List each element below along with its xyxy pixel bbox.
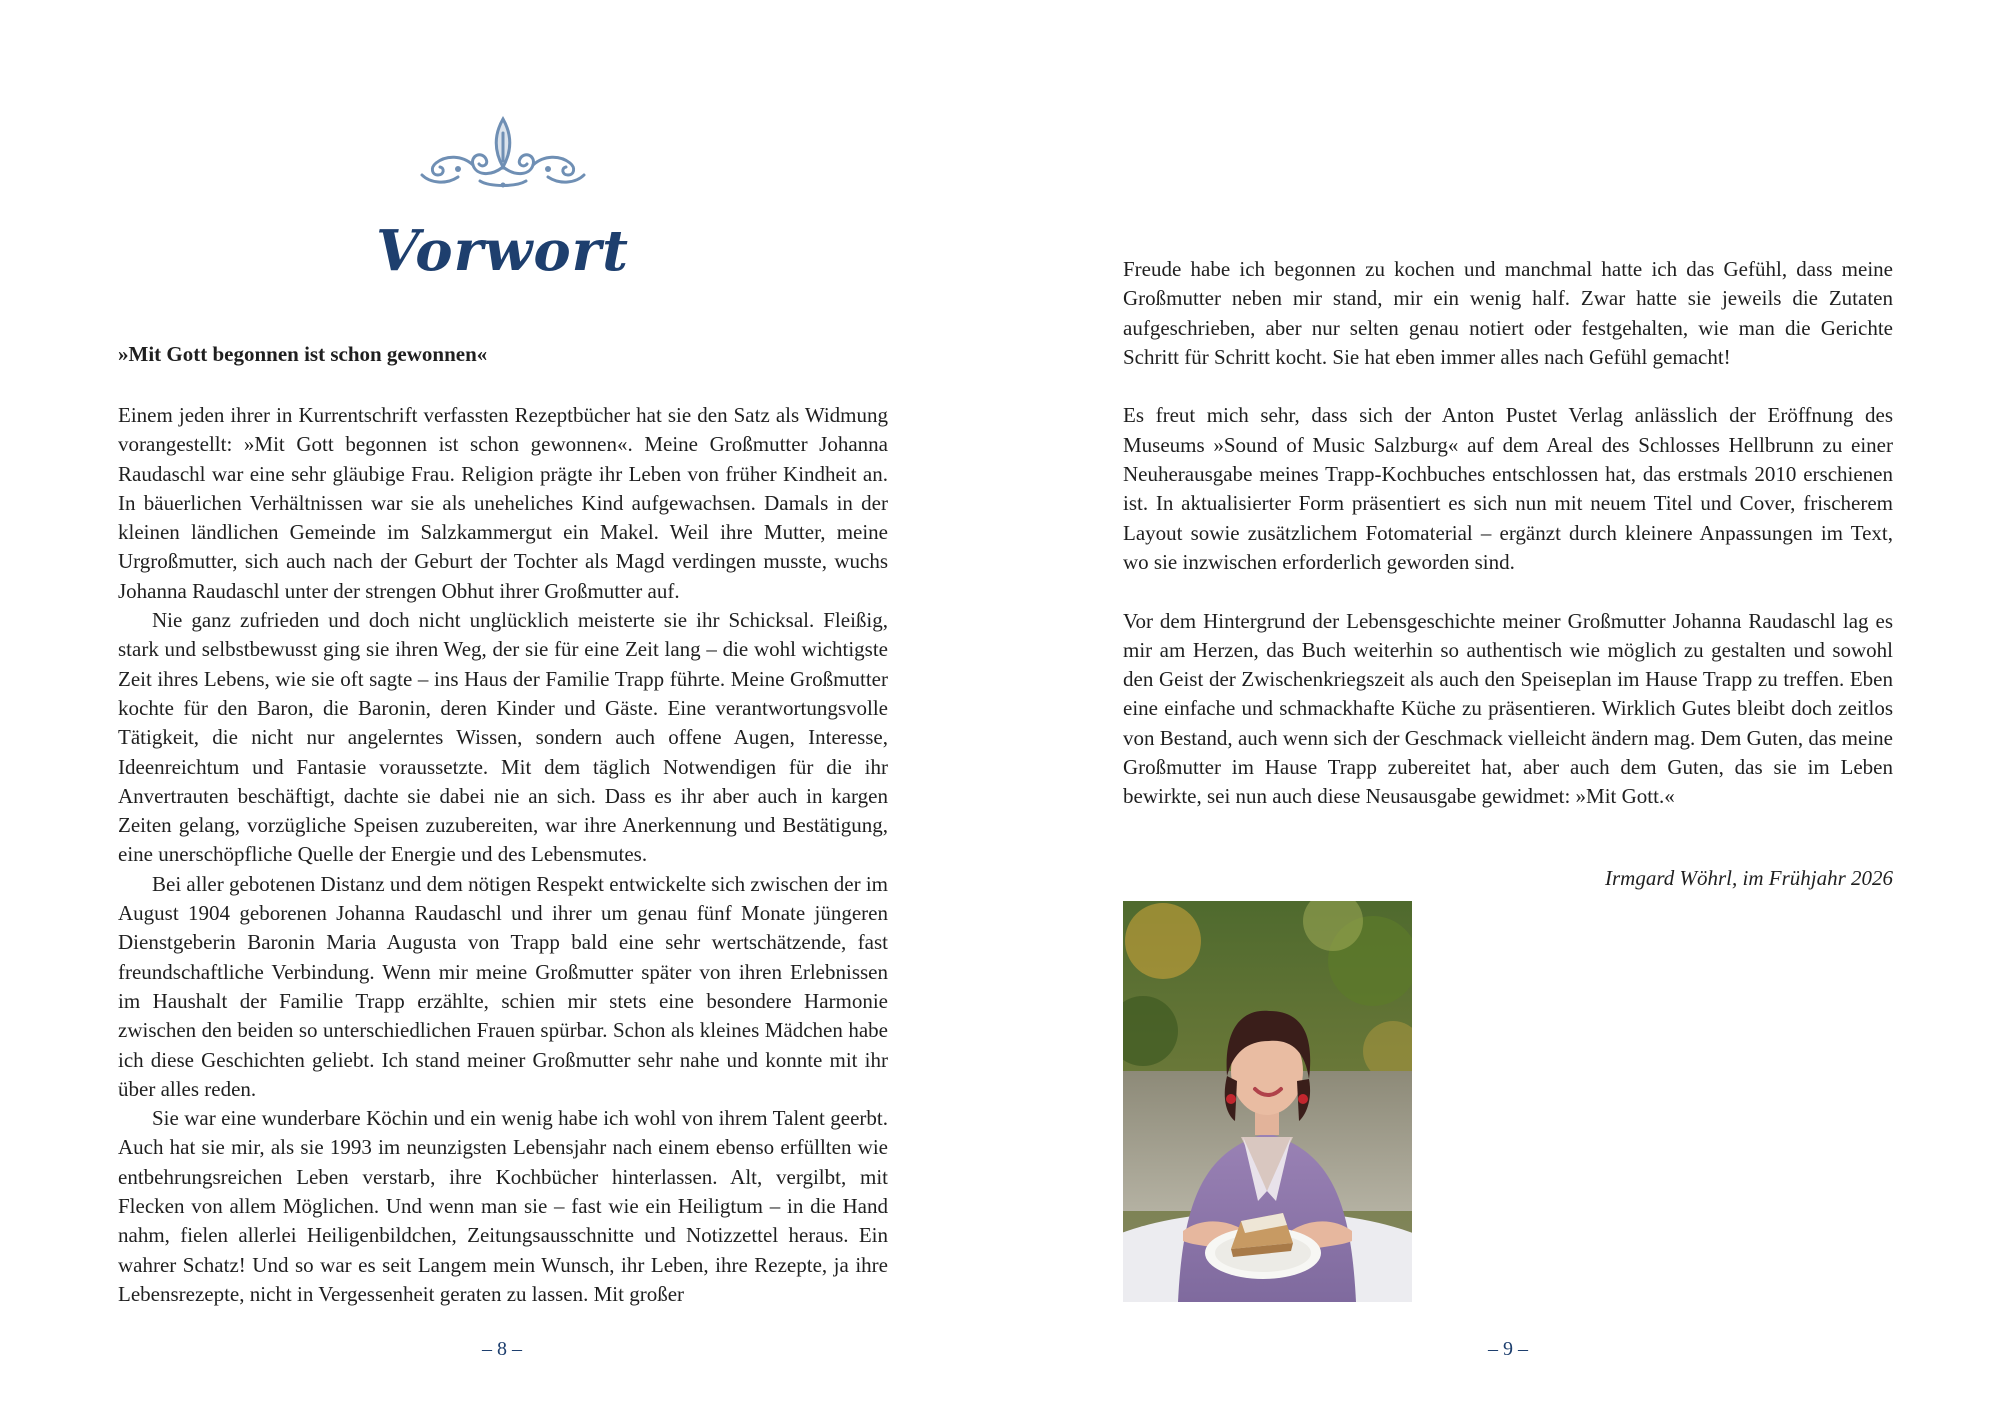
paragraph: Freude habe ich begonnen zu kochen und manchmal hatte ich das Gefühl, dass meine Großmutter neben mir stand, mir ein wenig half. Zwar hatte sie jeweils die Zutaten aufgeschrieben, aber nur selten genau notiert oder festgehalten, wie man die Gerichte Schritt für Schritt kocht. Sie hat eben immer alles nach Gefühl gemacht! bbox=[1123, 257, 1893, 369]
author-photo bbox=[1123, 901, 1412, 1302]
paragraph: Vor dem Hintergrund der Lebensgeschichte meiner Großmutter Johanna Raudaschl lag es mir am Herzen, das Buch weiterhin so authentisch wie möglich zu gestalten und sowohl den Geist der Zwischenkriegszeit als auch den Speiseplan im Hause Trapp zu treffen. Eben eine einfache und schmackhafte Küche zu präsentieren. Wirklich Gutes bleibt doch zeitlos von Bestand, auch wenn sich der Geschmack vielleicht ändern mag. Dem Guten, das meine Großmutter im Hause Trapp zubereitet hat, aber auch dem Guten, das sie im Leben bewirkte, sei nun auch diese Neusausgabe gewidmet: »Mit Gott.« bbox=[1123, 608, 1893, 809]
paragraph: Nie ganz zufrieden und doch nicht unglücklich meisterte sie ihr Schicksal. Fleißig, stark und selbstbewusst ging sie ihren Weg, der sie für eine Zeit lang – die wohl wichtigste Zeit ihres Lebens, wie sie oft sagte – ins Haus der Familie Trapp führte. Meine Großmutter kochte für den Baron, die Baronin, deren Kinder und Gäste. Eine verantwortungsvolle Tätigkeit, die nicht nur angelerntes Wissen, sondern auch offene Augen, Interesse, Ideenreichtum und Fantasie voraussetzte. Mit dem täglich Notwendigen für die ihr Anvertrauten beschäftigt, dachte sie dabei nie an sich. Dass es ihr aber auch in kargen Zeiten gelang, vorzügliche Speisen zuzubereiten, war ihre Anerkennung und Bestätigung, eine unerschöpfliche Quelle der Energie und des Lebensmutes. bbox=[118, 608, 888, 867]
author-signature: Irmgard Wöhrl, im Frühjahr 2026 bbox=[1605, 866, 1893, 890]
motto: »Mit Gott begonnen ist schon gewonnen« bbox=[118, 342, 488, 366]
floral-flourish-icon bbox=[418, 115, 588, 195]
page-number: – 8 – bbox=[482, 1338, 522, 1360]
paragraph: Es freut mich sehr, dass sich der Anton Pustet Verlag anlässlich der Eröffnung des Museums »Sound of Music Salzburg« auf dem Areal des Schlosses Hellbrunn zu einer Neuherausgabe meines Trapp-Kochbuches entschlossen hat, das erstmals 2010 erschienen ist. In aktualisierter Form präsentiert es sich nun mit neuem Titel und Cover, frischerem Layout sowie zusätzlichem Fotomaterial – ergänzt durch kleinere Anpassungen im Text, wo sie inzwischen erforderlich geworden sind. bbox=[1123, 403, 1893, 574]
left-body-text bbox=[118, 401, 888, 1309]
page-number: – 9 – bbox=[1488, 1338, 1528, 1360]
right-body-text bbox=[1123, 255, 1893, 812]
chapter-title: Vorwort bbox=[375, 218, 630, 284]
paragraph: Einem jeden ihrer in Kurrentschrift verfassten Rezeptbücher hat sie den Satz als Widmung vorangestellt: »Mit Gott begonnen ist schon gewonnen«. Meine Großmutter Johanna Raudaschl war eine sehr gläubige Frau. Religion prägte ihr Leben von früher Kindheit an. In bäuerlichen Verhältnissen war sie als uneheliches Kind aufgewachsen. Damals in der kleinen ländlichen Gemeinde im Salzkammergut ein Makel. Weil ihre Mutter, meine Urgroßmutter, sich auch nach der Geburt der Tochter als Magd verdingen musste, wuchs Johanna Raudaschl unter der strengen Obhut ihrer Großmutter auf. bbox=[118, 403, 888, 603]
paragraph: Bei aller gebotenen Distanz und dem nötigen Respekt entwickelte sich zwischen der im August 1904 geborenen Johanna Raudaschl und ihrer um genau fünf Monate jüngeren Dienstgeberin Baronin Maria Augusta von Trapp bald eine sehr wertschätzende, fast freundschaftliche Verbindung. Wenn mir meine Großmutter später von ihren Erlebnissen im Haushalt der Familie Trapp erzählte, schien mir stets eine besondere Harmonie zwischen den beiden so unterschiedlichen Frauen spürbar. Schon als kleines Mädchen habe ich diese Geschichten geliebt. Ich stand meiner Großmutter sehr nahe und konnte mit ihr über alles reden. bbox=[118, 871, 888, 1101]
paragraph: Sie war eine wunderbare Köchin und ein wenig habe ich wohl von ihrem Talent geerbt. Auch hat sie mir, als sie 1993 im neunzigsten Lebensjahr nach einem ebenso erfüllten wie entbehrungsreichen Leben verstarb, ihre Kochbücher hinterlassen. Alt, vergilbt, mit Flecken von allem Möglichen. Und wenn man sie – fast wie ein Heiligtum – in die Hand nahm, fielen allerlei Heiligenbildchen, Zeitungsausschnitte und Notizzettel heraus. Ein wahrer Schatz! Und so war es seit Langem mein Wunsch, ihr Leben, ihre Rezepte, ja ihre Lebensrezepte, nicht in Vergessenheit geraten zu lassen. Mit großer bbox=[118, 1106, 888, 1306]
